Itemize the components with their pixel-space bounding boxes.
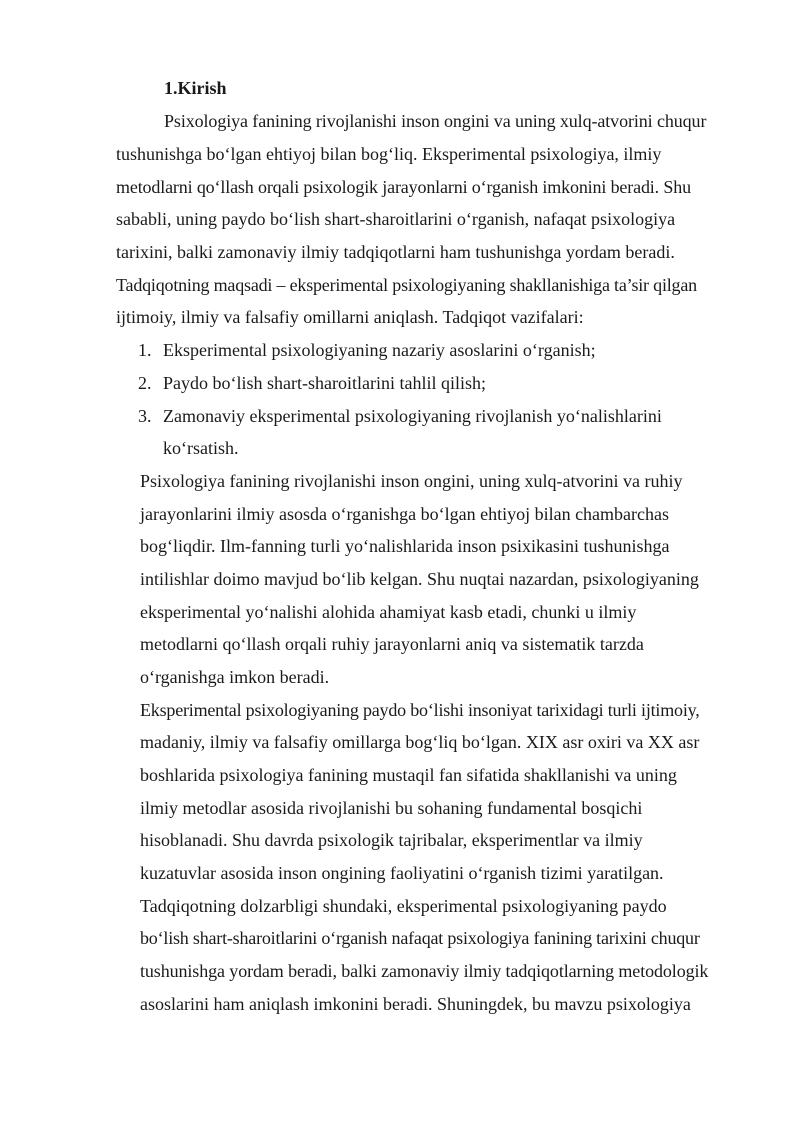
paragraph-3-line-1: Eksperimental psixologiyaning paydo bo‘lishi insoniyat tarixidagi turli ijtimoiy, [140,700,700,720]
paragraph-2-line-7: o‘rganishga imkon beradi. [140,667,330,687]
intro-line-4: sababli, uning paydo bo‘lish shart-sharoitlarini o‘rganish, nafaqat psixologiya [116,209,676,229]
intro-line-6: Tadqiqotning maqsadi – eksperimental psixologiyaning shakllanishiga ta’sir qilgan [116,275,697,295]
paragraph-2-line-2: jarayonlarini ilmiy asosda o‘rganishga bo‘lgan ehtiyoj bilan chambarchas [140,504,670,524]
list-item-text: Eksperimental psixologiyaning nazariy asoslarini o‘rganish; [163,340,596,360]
list-number: 3. [138,406,152,426]
intro-line-1: Psixologiya fanining rivojlanishi inson ongini va uning xulq-atvorini chuqur [164,111,707,131]
paragraph-4-line-3: tushunishga yordam beradi, balki zamonaviy ilmiy tadqiqotlarning metodologik [140,961,709,981]
paragraph-2-line-1: Psixologiya fanining rivojlanishi inson ongini, uning xulq-atvorini va ruhiy [140,471,683,491]
intro-line-2: tushunishga bo‘lgan ehtiyoj bilan bog‘liq. Eksperimental psixologiya, ilmiy [116,144,662,164]
paragraph-3-line-5: hisoblanadi. Shu davrda psixologik tajribalar, eksperimentlar va ilmiy [140,830,643,850]
paragraph-3-line-6: kuzatuvlar asosida inson ongining faoliyatini o‘rganish tizimi yaratilgan. [140,863,664,883]
intro-line-3: metodlarni qo‘llash orqali psixologik jarayonlarni o‘rganish imkonini beradi. Shu [116,177,691,197]
section-heading: 1.Kirish [164,78,227,98]
paragraph-4-line-4: asoslarini ham aniqlash imkonini beradi. Shuningdek, bu mavzu psixologiya [140,994,691,1014]
paragraph-2-line-3: bog‘liqdir. Ilm-fanning turli yo‘nalishlarida inson psixikasini tushunishga [140,536,670,556]
intro-line-7: ijtimoiy, ilmiy va falsafiy omillarni aniqlash. Tadqiqot vazifalari: [116,307,584,327]
list-item-text: ko‘rsatish. [163,438,239,458]
intro-line-5: tarixini, balki zamonaviy ilmiy tadqiqotlarni ham tushunishga yordam beradi. [116,242,675,262]
paragraph-2-line-6: metodlarni qo‘llash orqali ruhiy jarayonlarni aniq va sistematik tarzda [140,634,644,654]
paragraph-2-line-4: intilishlar doimo mavjud bo‘lib kelgan. Shu nuqtai nazardan, psixologiyaning [140,569,699,589]
list-number: 1. [138,340,152,360]
list-item-text: Zamonaviy eksperimental psixologiyaning rivojlanish yo‘nalishlarini [163,406,662,426]
paragraph-2-line-5: eksperimental yo‘nalishi alohida ahamiyat kasb etadi, chunki u ilmiy [140,602,637,622]
paragraph-3-line-3: boshlarida psixologiya fanining mustaqil fan sifatida shakllanishi va uning [140,765,677,785]
paragraph-3-line-2: madaniy, ilmiy va falsafiy omillarga bog‘liq bo‘lgan. XIX asr oxiri va XX asr [140,732,700,752]
paragraph-3-line-4: ilmiy metodlar asosida rivojlanishi bu sohaning fundamental bosqichi [140,798,643,818]
list-number: 2. [138,373,152,393]
paragraph-4-line-2: bo‘lish shart-sharoitlarini o‘rganish nafaqat psixologiya fanining tarixini chuqur [140,928,700,948]
list-item-text: Paydo bo‘lish shart-sharoitlarini tahlil qilish; [163,373,486,393]
paragraph-4-line-1: Tadqiqotning dolzarbligi shundaki, eksperimental psixologiyaning paydo [140,896,667,916]
